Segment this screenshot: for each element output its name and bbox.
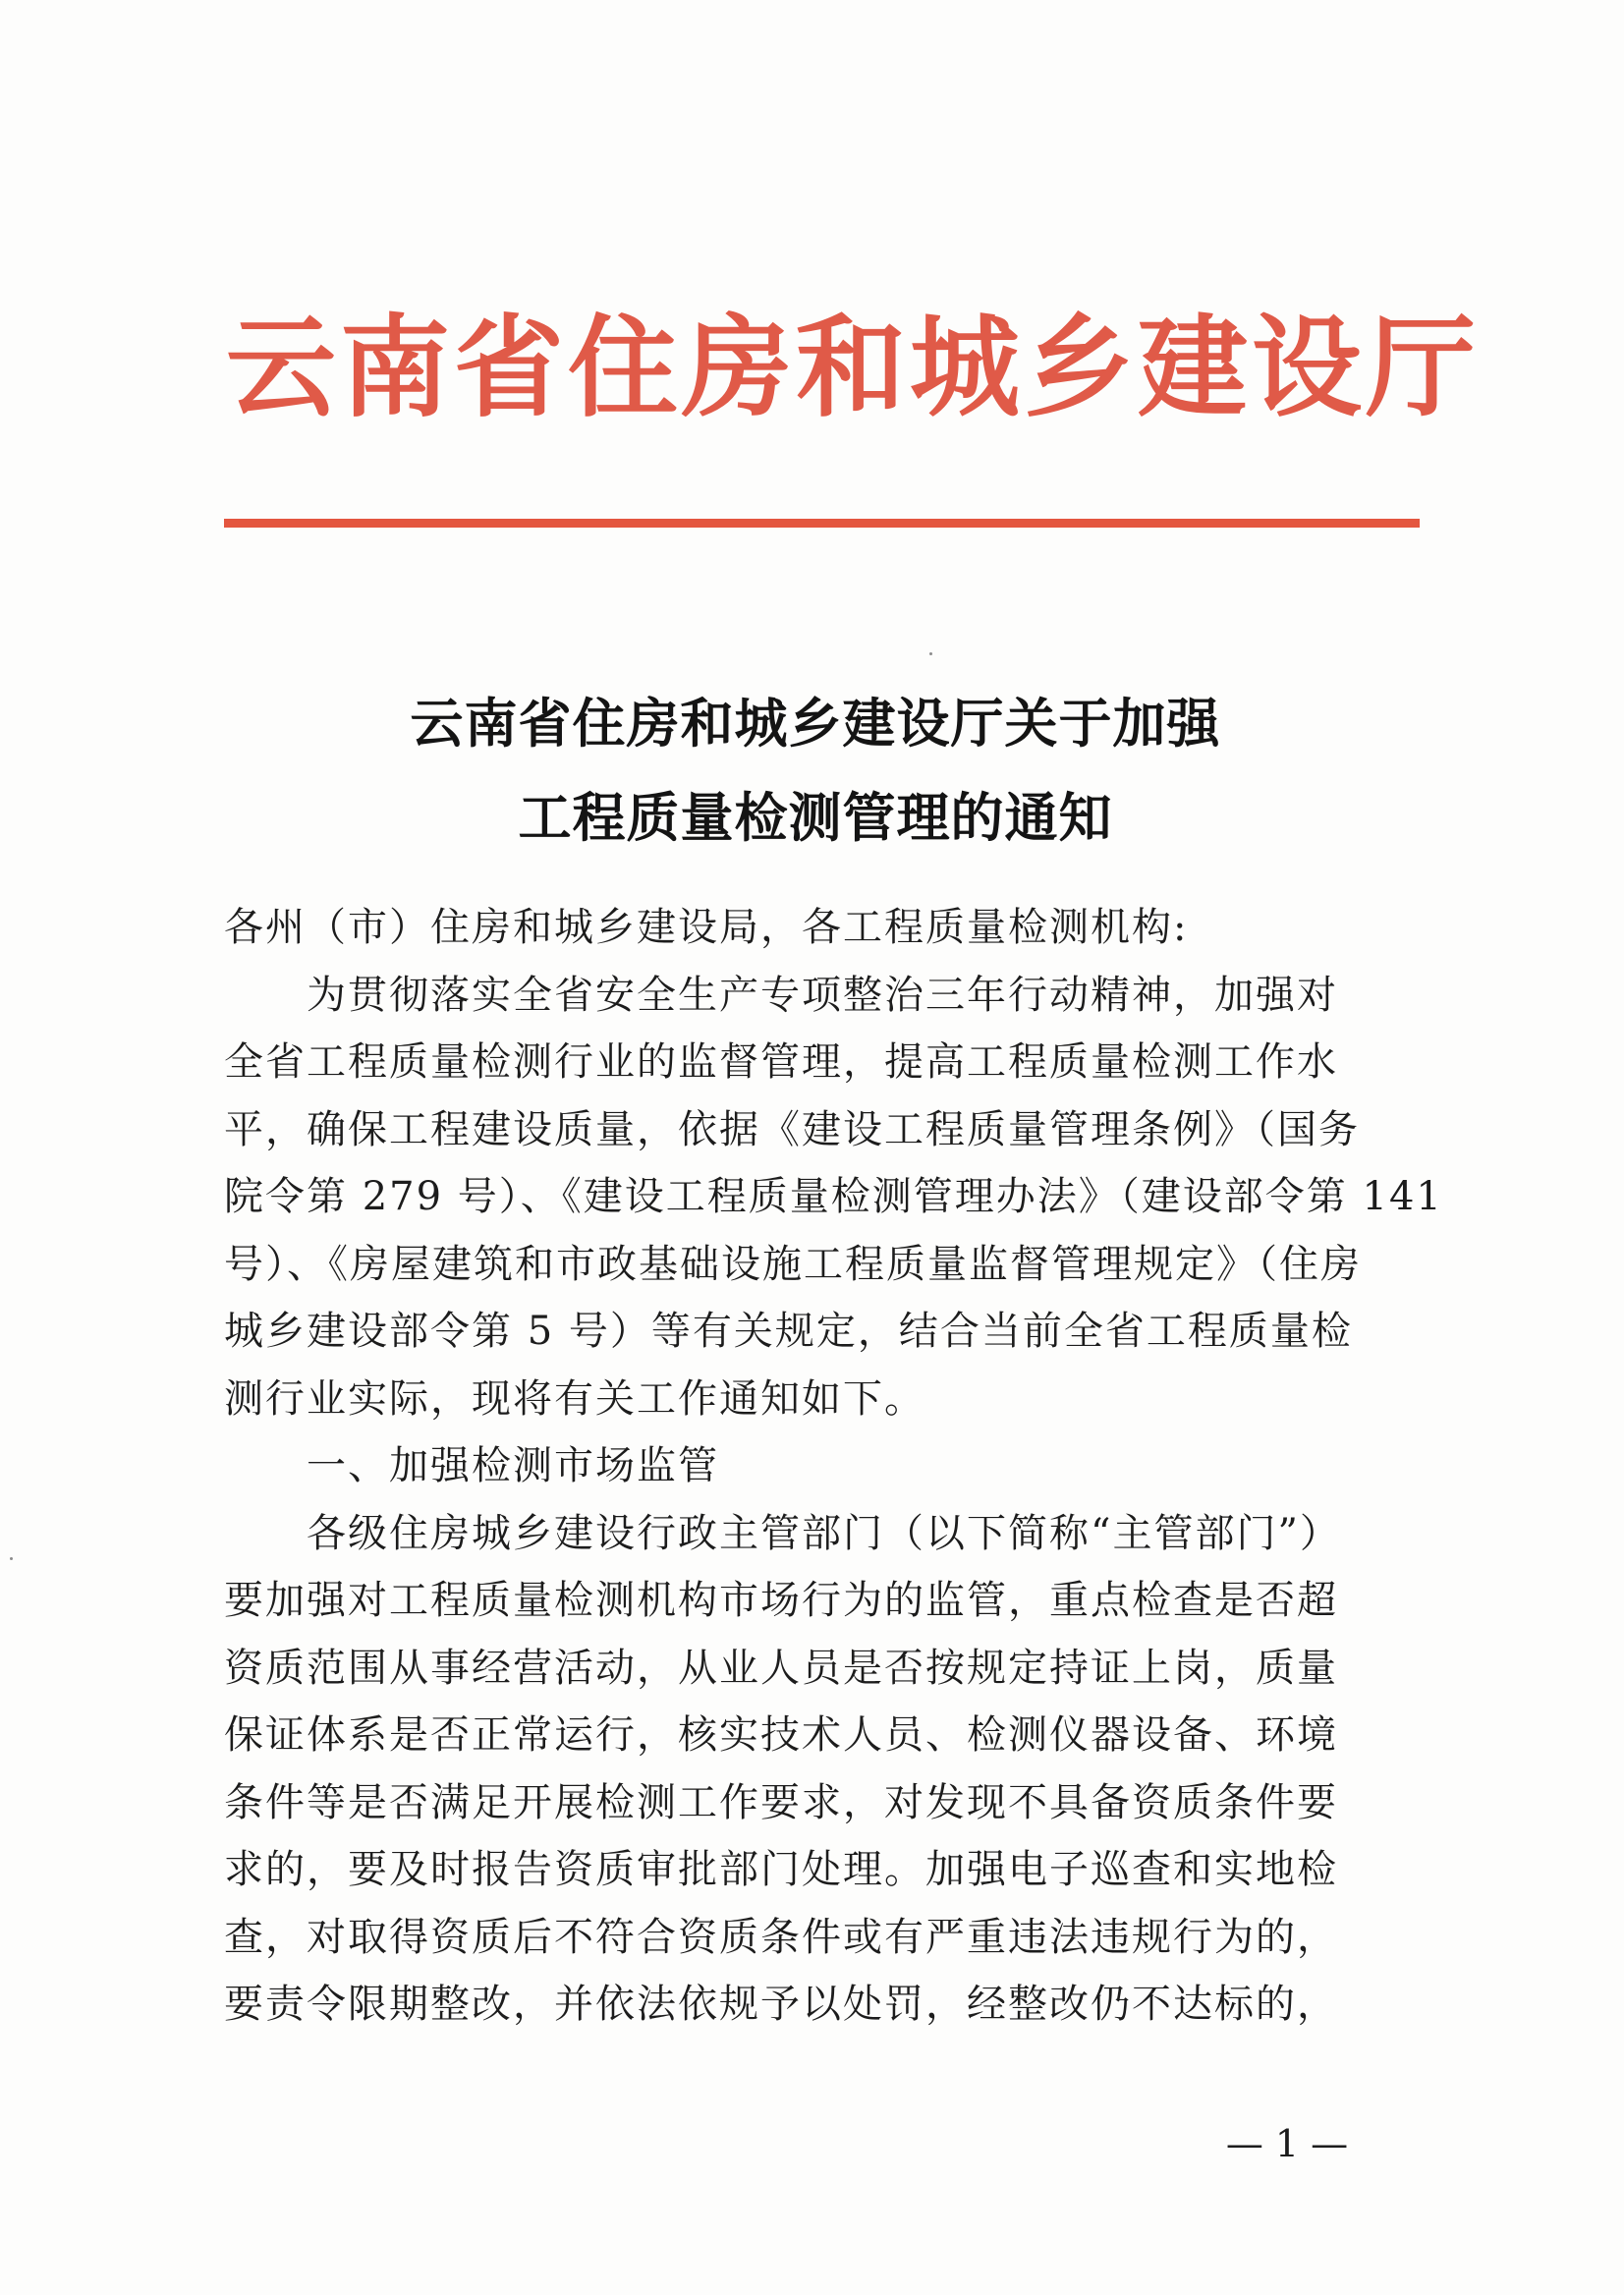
paragraph-line: 平，确保工程建设质量，依据《建设工程质量管理条例》（国务 [224, 1106, 1360, 1152]
paragraph-line: 条件等是否满足开展检测工作要求，对发现不具备资质条件要 [224, 1779, 1338, 1825]
paragraph-line: 为贯彻落实全省安全生产专项整治三年行动精神，加强对 [307, 972, 1338, 1018]
paragraph-line: 各级住房城乡建设行政主管部门（以下简称“主管部门”） [307, 1510, 1341, 1556]
paragraph-line: 全省工程质量检测行业的监督管理，提高工程质量检测工作水 [224, 1039, 1338, 1085]
paragraph-line: 测行业实际，现将有关工作通知如下。 [224, 1375, 925, 1422]
issuer-masthead: 云南省住房和城乡建设厅 [226, 304, 1480, 432]
scan-speck [10, 1557, 13, 1560]
paragraph-line: 要加强对工程质量检测机构市场行为的监管，重点检查是否超 [224, 1578, 1338, 1623]
red-divider-rule [224, 519, 1420, 528]
paragraph-line: 资质范围从事经营活动，从业人员是否按规定持证上岗，质量 [224, 1645, 1338, 1691]
paragraph-line: 号）、《房屋建筑和市政基础设施工程质量监督管理规定》（住房 [224, 1241, 1362, 1287]
paragraph-line: 院令第 279 号）、《建设工程质量检测管理办法》（建设部令第 141 [224, 1174, 1443, 1219]
notice-body [224, 894, 1443, 2039]
paragraph-line: 求的，要及时报告资质审批部门处理。加强电子巡查和实地检 [224, 1847, 1338, 1892]
paragraph-line: 查，对取得资质后不符合资质条件或有严重违法违规行为的， [224, 1914, 1338, 1960]
notice-title-line-1: 云南省住房和城乡建设厅关于加强 [410, 692, 1221, 755]
notice-title-line-2: 工程质量检测管理的通知 [518, 786, 1113, 849]
paragraph-line: 城乡建设部令第 5 号）等有关规定，结合当前全省工程质量检 [224, 1309, 1353, 1354]
section-heading: 一、加强检测市场监管 [307, 1443, 719, 1488]
paragraph-line: 保证体系是否正常运行，核实技术人员、检测仪器设备、环境 [224, 1712, 1338, 1758]
salutation: 各州（市）住房和城乡建设局，各工程质量检测机构: [224, 905, 1189, 950]
paragraph-line: 要责令限期整改，并依法依规予以处罚，经整改仍不达标的， [224, 1982, 1338, 2027]
page-number: — 1 — [1225, 2122, 1349, 2165]
notice-title [226, 676, 1405, 865]
scan-speck [929, 652, 932, 655]
